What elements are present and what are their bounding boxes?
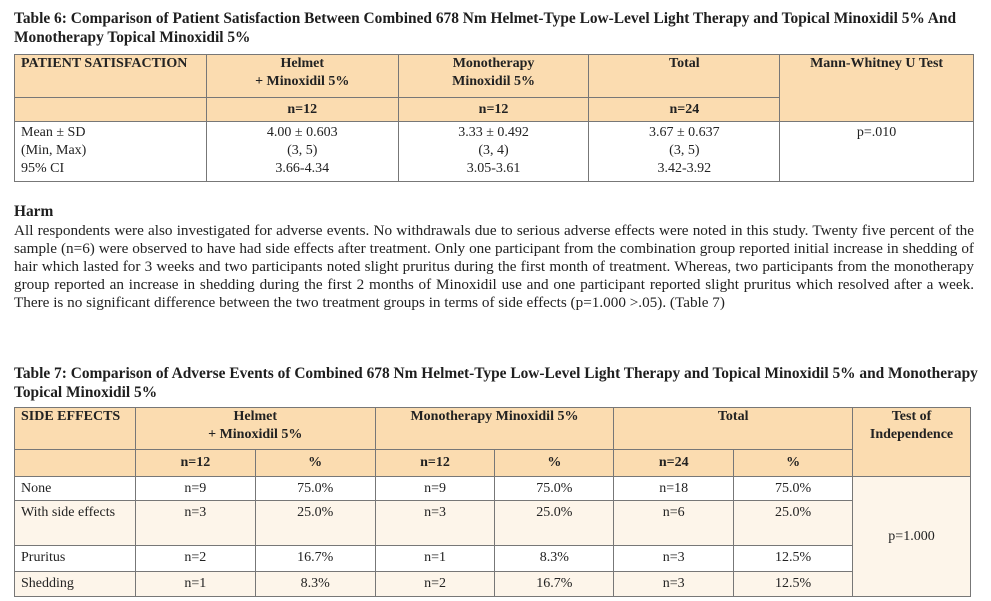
table7-cell: n=9 bbox=[135, 477, 255, 501]
table7-cell: n=2 bbox=[375, 572, 495, 597]
table6-helmet-values bbox=[206, 122, 398, 182]
table7-cell: 25.0% bbox=[255, 501, 375, 546]
table-row bbox=[15, 546, 971, 572]
table7-cell: n=1 bbox=[375, 546, 495, 572]
table7-cell: n=1 bbox=[135, 572, 255, 597]
table6-helmet-range: (3, 5) bbox=[287, 143, 318, 158]
table7-cell: n=6 bbox=[614, 501, 734, 546]
table7-label-with-side-effects: With side effects bbox=[15, 501, 136, 546]
table6-helmet-ci: 3.66-4.34 bbox=[275, 161, 330, 176]
table6-header-helmet: Helmet + Minoxidil 5% bbox=[206, 55, 398, 98]
table7-header-test-of-independence: Test of Independence bbox=[853, 408, 971, 477]
table6-caption: Table 6: Comparison of Patient Satisfaction Between Combined 678 Nm Helmet-Type Low-Level Light Therapy and Topical Minoxidil 5% And Monotherapy Topical Minoxidil 5% bbox=[14, 10, 957, 46]
table6-total-mean: 3.67 ± 0.637 bbox=[648, 125, 720, 140]
table6-p-value: p=.010 bbox=[780, 122, 974, 182]
table7-sub-helmet-n: n=12 bbox=[135, 450, 255, 477]
table7-sub-mono-n: n=12 bbox=[375, 450, 495, 477]
table6-n-monotherapy: n=12 bbox=[398, 98, 589, 122]
table7-sub-total-n: n=24 bbox=[614, 450, 734, 477]
table7 bbox=[14, 407, 971, 597]
table7-cell: n=18 bbox=[614, 477, 734, 501]
table6-mono-range: (3, 4) bbox=[478, 143, 509, 158]
table7-caption: Table 7: Comparison of Adverse Events of Combined 678 Nm Helmet-Type Low-Level Light Therapy and Topical Minoxidil 5% and Monotherapy Topical Minoxidil 5% bbox=[14, 365, 978, 401]
table6-n-total: n=24 bbox=[589, 98, 780, 122]
table7-label-none: None bbox=[15, 477, 136, 501]
table7-cell: 75.0% bbox=[734, 477, 853, 501]
table7-cell: n=3 bbox=[135, 501, 255, 546]
table7-cell: n=3 bbox=[614, 572, 734, 597]
table7-cell: 25.0% bbox=[734, 501, 853, 546]
table6-label-mean-sd: Mean ± SD bbox=[21, 125, 86, 140]
harm-paragraph: All respondents were also investigated for adverse events. No withdrawals due to serious adverse effects were noted in this study. Twenty five percent of the sample (n=6) were observed to have had side effects after treatment. Only one participant from the combination group reported initial increase in shedding of hair which lasted for 3 weeks and two participants noted slight pruritus during the first month of treatment. Whereas, two participants from the monotherapy group reported an increase in shedding during the first 2 months of Minoxidil use and one participant reported slight pruritus which resolved after a week. There is no significant difference between the two treatment groups in terms of side effects (p=1.000 >.05). (Table 7) bbox=[14, 222, 974, 312]
table6-header-total: Total bbox=[589, 55, 780, 98]
table6-mono-ci: 3.05-3.61 bbox=[466, 161, 521, 176]
table6-n-helmet: n=12 bbox=[206, 98, 398, 122]
table7-cell: 8.3% bbox=[495, 546, 614, 572]
table7-cell: 12.5% bbox=[734, 546, 853, 572]
table7-header-total: Total bbox=[614, 408, 853, 450]
table6 bbox=[14, 54, 974, 182]
table6-header-monotherapy: Monotherapy Minoxidil 5% bbox=[398, 55, 589, 98]
table6-helmet-mean: 4.00 ± 0.603 bbox=[266, 125, 338, 140]
table7-cell: 12.5% bbox=[734, 572, 853, 597]
table7-cell: 75.0% bbox=[255, 477, 375, 501]
table6-mono-mean: 3.33 ± 0.492 bbox=[458, 125, 529, 140]
table6-total-ci: 3.42-3.92 bbox=[657, 161, 712, 176]
table7-header-helmet: Helmet + Minoxidil 5% bbox=[135, 408, 375, 450]
table7-cell: n=3 bbox=[614, 546, 734, 572]
table-row bbox=[15, 501, 971, 546]
table6-header-mann-whitney: Mann-Whitney U Test bbox=[780, 55, 974, 122]
table7-cell: n=3 bbox=[375, 501, 495, 546]
table-row bbox=[15, 572, 971, 597]
table7-cell: 75.0% bbox=[495, 477, 614, 501]
table7-cell: 25.0% bbox=[495, 501, 614, 546]
table7-p-value: p=1.000 bbox=[853, 477, 971, 597]
table-row bbox=[15, 477, 971, 501]
table7-cell: 16.7% bbox=[255, 546, 375, 572]
table7-cell: 16.7% bbox=[495, 572, 614, 597]
harm-heading: Harm bbox=[14, 203, 54, 220]
table6-header-patient-satisfaction: PATIENT SATISFACTION bbox=[15, 55, 207, 98]
table6-label-ci: 95% CI bbox=[21, 161, 65, 176]
table7-sub-total-pct: % bbox=[734, 450, 853, 477]
table6-total-range: (3, 5) bbox=[669, 143, 700, 158]
table7-header-monotherapy: Monotherapy Minoxidil 5% bbox=[375, 408, 614, 450]
table7-label-shedding: Shedding bbox=[15, 572, 136, 597]
table7-header-side-effects: SIDE EFFECTS bbox=[15, 408, 136, 450]
table6-label-min-max: (Min, Max) bbox=[21, 143, 87, 158]
table6-total-values bbox=[589, 122, 780, 182]
table7-label-pruritus: Pruritus bbox=[15, 546, 136, 572]
table6-row-labels bbox=[15, 122, 207, 182]
table7-cell: n=9 bbox=[375, 477, 495, 501]
table7-cell: n=2 bbox=[135, 546, 255, 572]
table6-mono-values bbox=[398, 122, 589, 182]
table7-sub-mono-pct: % bbox=[495, 450, 614, 477]
table7-sub-helmet-pct: % bbox=[255, 450, 375, 477]
table7-cell: 8.3% bbox=[255, 572, 375, 597]
